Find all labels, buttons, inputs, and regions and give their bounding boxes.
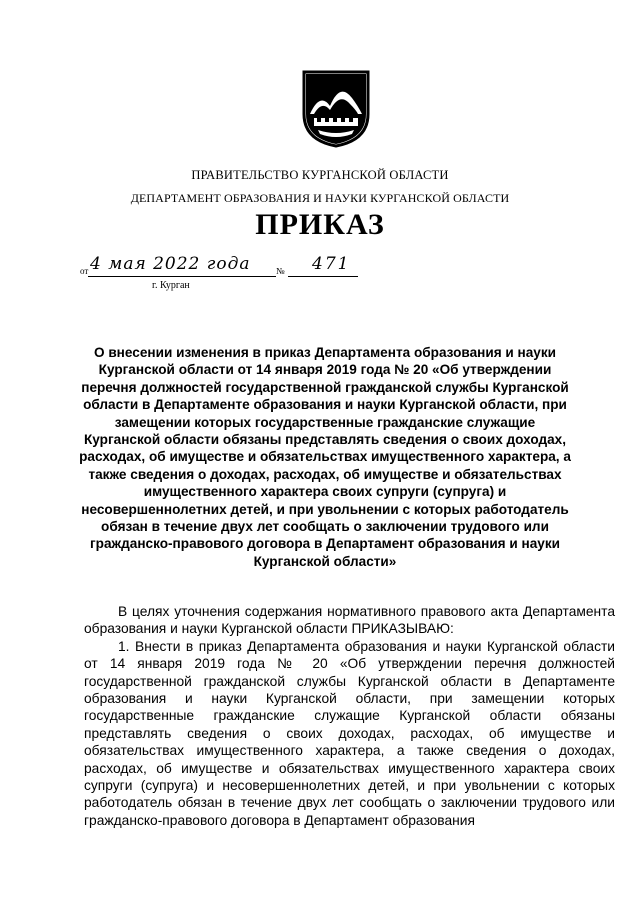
from-label: от xyxy=(80,266,89,276)
document-type-title: ПРИКАЗ xyxy=(255,208,385,241)
date-number-line xyxy=(80,254,380,284)
date-underline xyxy=(88,276,276,277)
order-body xyxy=(84,603,615,829)
department-name: ДЕПАРТАМЕНТ ОБРАЗОВАНИЯ И НАУКИ КУРГАНСКОЙ ОБЛАСТИ xyxy=(130,191,510,205)
number-underline xyxy=(288,276,358,277)
kurgan-coat-of-arms-icon xyxy=(300,70,372,148)
number-label: № xyxy=(276,266,285,276)
government-name: ПРАВИТЕЛЬСТВО КУРГАНСКОЙ ОБЛАСТИ xyxy=(191,168,449,182)
city-label: г. Курган xyxy=(152,280,190,291)
handwritten-date: 4 мая 2022 года xyxy=(90,254,251,274)
handwritten-number: 471 xyxy=(312,254,351,274)
order-title: О внесении изменения в приказ Департамента образования и науки Курганской области от 14 января 2019 года № 20 «Об утверждении перечня должностей государственной гражданской службы Курганской области в Департаменте образования и науки Курганской области, при замещении которых государственные гражданские служащие Курганской области обязаны представлять сведения о своих доходах, расходах, об имуществе и обязательствах имущественного характера, а также сведения о доходах, расходах, об имуществе и обязательствах имущественного характера своих супруги (супруга) и несовершеннолетних детей, и при увольнении с которых работодатель обязан в течение двух лет сообщать о заключении трудового или гражданско-правового договора в Департамент образования и науки Курганской области» xyxy=(79,345,571,569)
body-paragraph-2: 1. Внести в приказ Департамента образования и науки Курганской области от 14 января 2019 года № 20 «Об утверждении перечня должностей государственной гражданской службы Курганской области в Департаменте образования и науки Курганской области, при замещении которых государственные гражданские служащие Курганской области обязаны представлять сведения о своих доходах, расходах, об имуществе и обязательствах имущественного характера, а также сведения о доходах, расходах, об имуществе и обязательствах имущественного характера своих супруги (супруга) и несовершеннолетних детей, и при увольнении с которых работодатель обязан в течение двух лет сообщать о заключении трудового или гражданско-правового договора в Департамент образования xyxy=(84,638,615,828)
body-paragraph-1: В целях уточнения содержания нормативного правового акта Департамента образования и науки Курганской области ПРИКАЗЫВАЮ: xyxy=(84,604,615,637)
